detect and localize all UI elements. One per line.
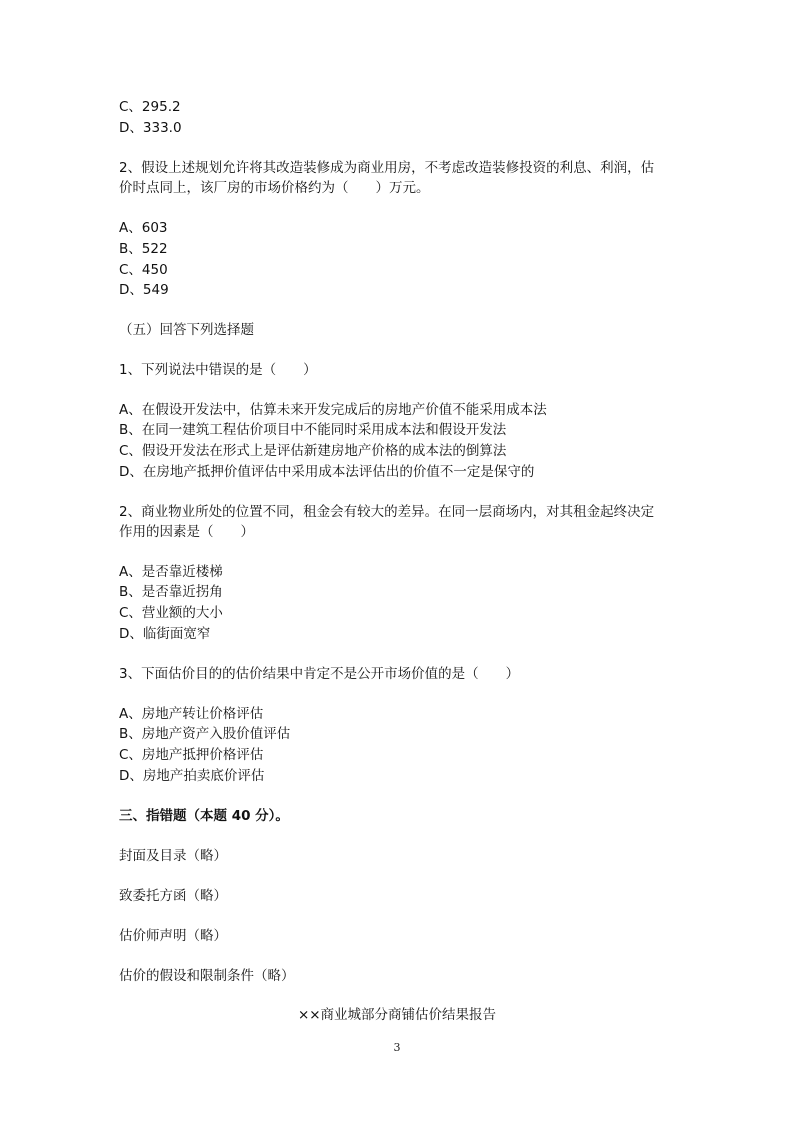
text-line: 作用的因素是（ ） [119, 524, 254, 540]
text-line: D、临街面宽窄 [119, 626, 211, 642]
text-line: D、549 [119, 282, 169, 298]
text-line: B、522 [119, 241, 168, 257]
text-line: 价时点同上，该厂房的市场价格约为（ ）万元。 [119, 180, 430, 196]
text-line: A、在假设开发法中，估算未来开发完成后的房地产价值不能采用成本法 [119, 402, 547, 418]
text-line: 3、下面估价目的的估价结果中肯定不是公开市场价值的是（ ） [119, 666, 520, 682]
text-line: D、在房地产抵押价值评估中采用成本法评估出的价值不一定是保守的 [119, 464, 535, 480]
text-line: C、假设开发法在形式上是评估新建房地产价格的成本法的倒算法 [119, 443, 507, 459]
text-line: B、在同一建筑工程估价项目中不能同时采用成本法和假设开发法 [119, 422, 507, 438]
text-line: 封面及目录（略） [119, 848, 227, 864]
text-line: 三、指错题（本题 40 分）。 [119, 808, 289, 824]
text-line: C、营业额的大小 [119, 605, 223, 621]
text-line: C、450 [119, 262, 168, 278]
text-line: 致委托方函（略） [119, 888, 227, 904]
text-line: A、603 [119, 220, 168, 236]
text-line: 2、假设上述规划允许将其改造装修成为商业用房，不考虑改造装修投资的利息、利润，估 [119, 160, 655, 176]
text-line: D、房地产拍卖底价评估 [119, 768, 265, 784]
text-line: 估价的假设和限制条件（略） [119, 968, 295, 984]
text-line: （五）回答下列选择题 [119, 322, 254, 338]
text-line: 1、下列说法中错误的是（ ） [119, 362, 317, 378]
text-line: A、是否靠近楼梯 [119, 564, 223, 580]
page-number: 3 [393, 1041, 401, 1054]
text-line: 估价师声明（略） [119, 928, 227, 944]
text-line: C、295.2 [119, 99, 181, 115]
text-line: D、333.0 [119, 120, 182, 136]
text-line: C、房地产抵押价格评估 [119, 747, 264, 763]
text-line: B、是否靠近拐角 [119, 584, 223, 600]
report-title: ××商业城部分商铺估价结果报告 [297, 1007, 497, 1023]
text-line: B、房地产资产入股价值评估 [119, 726, 291, 742]
text-line: 2、商业物业所处的位置不同，租金会有较大的差异。在同一层商场内，对其租金起终决定 [119, 504, 655, 520]
text-line: A、房地产转让价格评估 [119, 706, 264, 722]
